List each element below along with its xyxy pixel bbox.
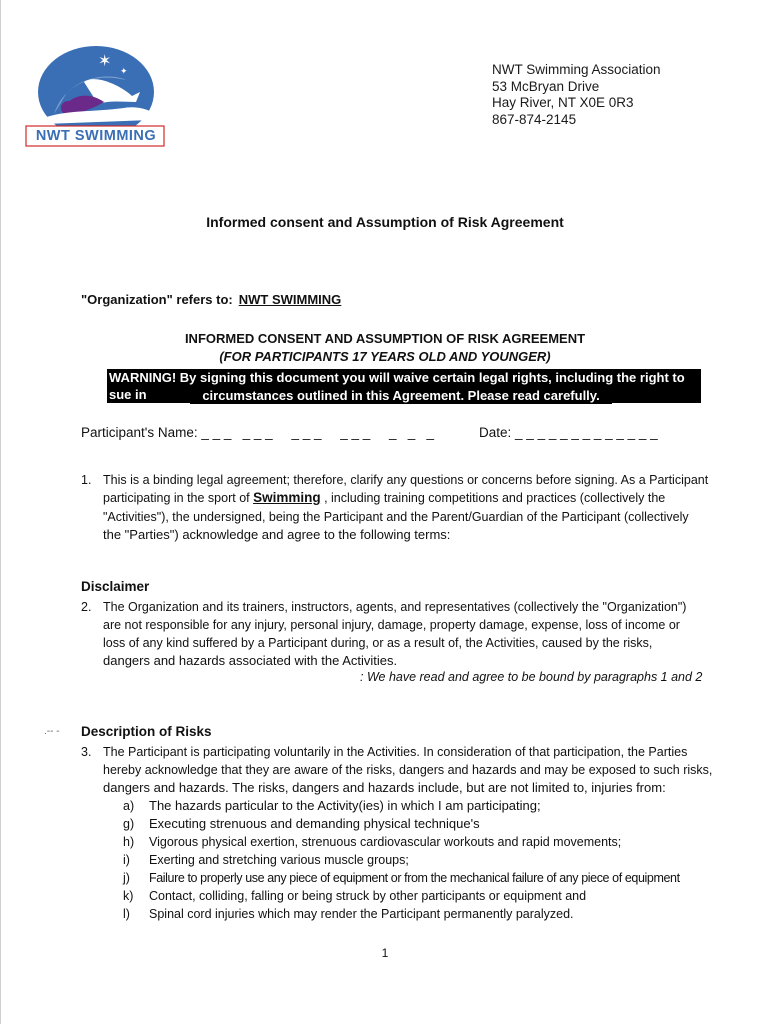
address-line-4: 867-874-2145 [492,111,577,127]
risk-item-text: The hazards particular to the Activity(ies) in which I am participating; [149,798,541,813]
svg-text:✦: ✦ [120,67,128,77]
logo-text: NWT SWIMMING [35,128,157,144]
margin-mark: .-- - [44,726,60,737]
paragraph-3-line-3: dangers and hazards. The risks, dangers and hazards include, but are not limited to, injuries from: [103,780,666,795]
association-address [492,62,661,128]
risk-item-letter: l) [123,907,130,921]
risk-item-text: Spinal cord injuries which may render the Participant permanently paralyzed. [149,907,574,921]
svg-text:✶: ✶ [98,51,112,70]
date-field[interactable] [479,425,658,440]
document-title: Informed consent and Assumption of Risk Agreement [206,214,564,230]
paragraph-1-number: 1. [81,473,92,487]
risks-heading: Description of Risks [81,724,212,739]
risk-item-letter: i) [123,853,130,867]
paragraph-1-line-2a: participating in the sport of [103,491,254,505]
paragraph-1-line-2b: , including training competitions and practices (collectively the [320,491,666,505]
paragraph-1-line-1: This is a binding legal agreement; therefore, clarify any questions or concerns before signing. As a Participant [103,473,709,487]
nwt-swimming-logo [24,44,166,148]
address-line-1: NWT Swimming Association [492,62,661,77]
risk-item-text: Failure to properly use any piece of equipment or from the mechanical failure of any piece of equipment [149,871,680,885]
paragraph-2-line-2: are not responsible for any injury, personal injury, damage, property damage, expense, loss of income or [103,618,680,632]
risk-item-letter: k) [123,889,134,903]
warning-line-1: WARNING! By signing this document you will waive certain legal rights, including the right to sue in [107,369,701,403]
participant-name-blank[interactable]: _ _ _ _ _ _ _ _ _ _ _ _ _ _ _ [201,425,435,440]
paragraph-2-line-3: loss of any kind suffered by a Participant during, or as a result of, the Activities, caused by the risks, [103,636,653,650]
paragraph-3-line-1: The Participant is participating voluntarily in the Activities. In consideration of that participation, the Parties [103,745,688,759]
disclaimer-heading: Disclaimer [81,579,150,594]
risk-item-text: Executing strenuous and demanding physical technique's [149,816,480,831]
initials-acknowledgement[interactable]: : We have read and agree to be bound by paragraphs 1 and 2 [360,670,703,684]
paragraph-2-line-4: dangers and hazards associated with the Activities. [103,653,398,668]
agreement-heading: INFORMED CONSENT AND ASSUMPTION OF RISK AGREEMENT [184,331,586,346]
organization-label: "Organization" refers to: [81,292,233,307]
risk-item-letter: g) [123,817,135,831]
warning-line-2: circumstances outlined in this Agreement. Please read carefully. [190,387,612,404]
paragraph-3-number: 3. [81,745,92,759]
address-line-3: Hay River, NT X0E 0R3 [492,95,634,110]
age-subheading: (FOR PARTICIPANTS 17 YEARS OLD AND YOUNGER) [219,349,551,364]
paragraph-2-line-1: The Organization and its trainers, instructors, agents, and representatives (collectively the "Organization") [103,600,687,614]
risk-item-text: Contact, colliding, falling or being struck by other participants or equipment and [149,889,587,903]
risk-item-letter: a) [123,799,135,813]
page-number: 1 [381,946,389,960]
paragraph-1-line-4: the "Parties") acknowledge and agree to the following terms: [103,527,451,542]
paragraph-3-line-2: hereby acknowledge that they are aware of the risks, dangers and hazards and may be exposed to such risks, [103,763,713,777]
page-edge [0,0,1,1024]
sport-value: Swimming [253,490,321,505]
organization-line [81,292,341,307]
address-line-2: 53 McBryan Drive [492,78,600,94]
risk-item-text: Vigorous physical exertion, strenuous cardiovascular workouts and rapid movements; [149,835,622,849]
organization-value: NWT SWIMMING [238,292,342,307]
participant-name-label: Participant's Name: [81,425,198,440]
date-label: Date: [479,425,512,440]
paragraph-2-number: 2. [81,600,92,614]
paragraph-1-line-3: "Activities"), the undersigned, being the Participant and the Parent/Guardian of the Participant (collectively [103,510,689,524]
risk-item-text: Exerting and stretching various muscle groups; [149,853,409,867]
date-blank[interactable]: _ _ _ _ _ _ _ _ _ _ _ _ _ [515,425,658,440]
risk-item-letter: j) [123,871,130,885]
risk-item-letter: h) [123,835,135,849]
paragraph-1-line-2 [103,489,665,508]
participant-name-field[interactable] [81,425,434,440]
